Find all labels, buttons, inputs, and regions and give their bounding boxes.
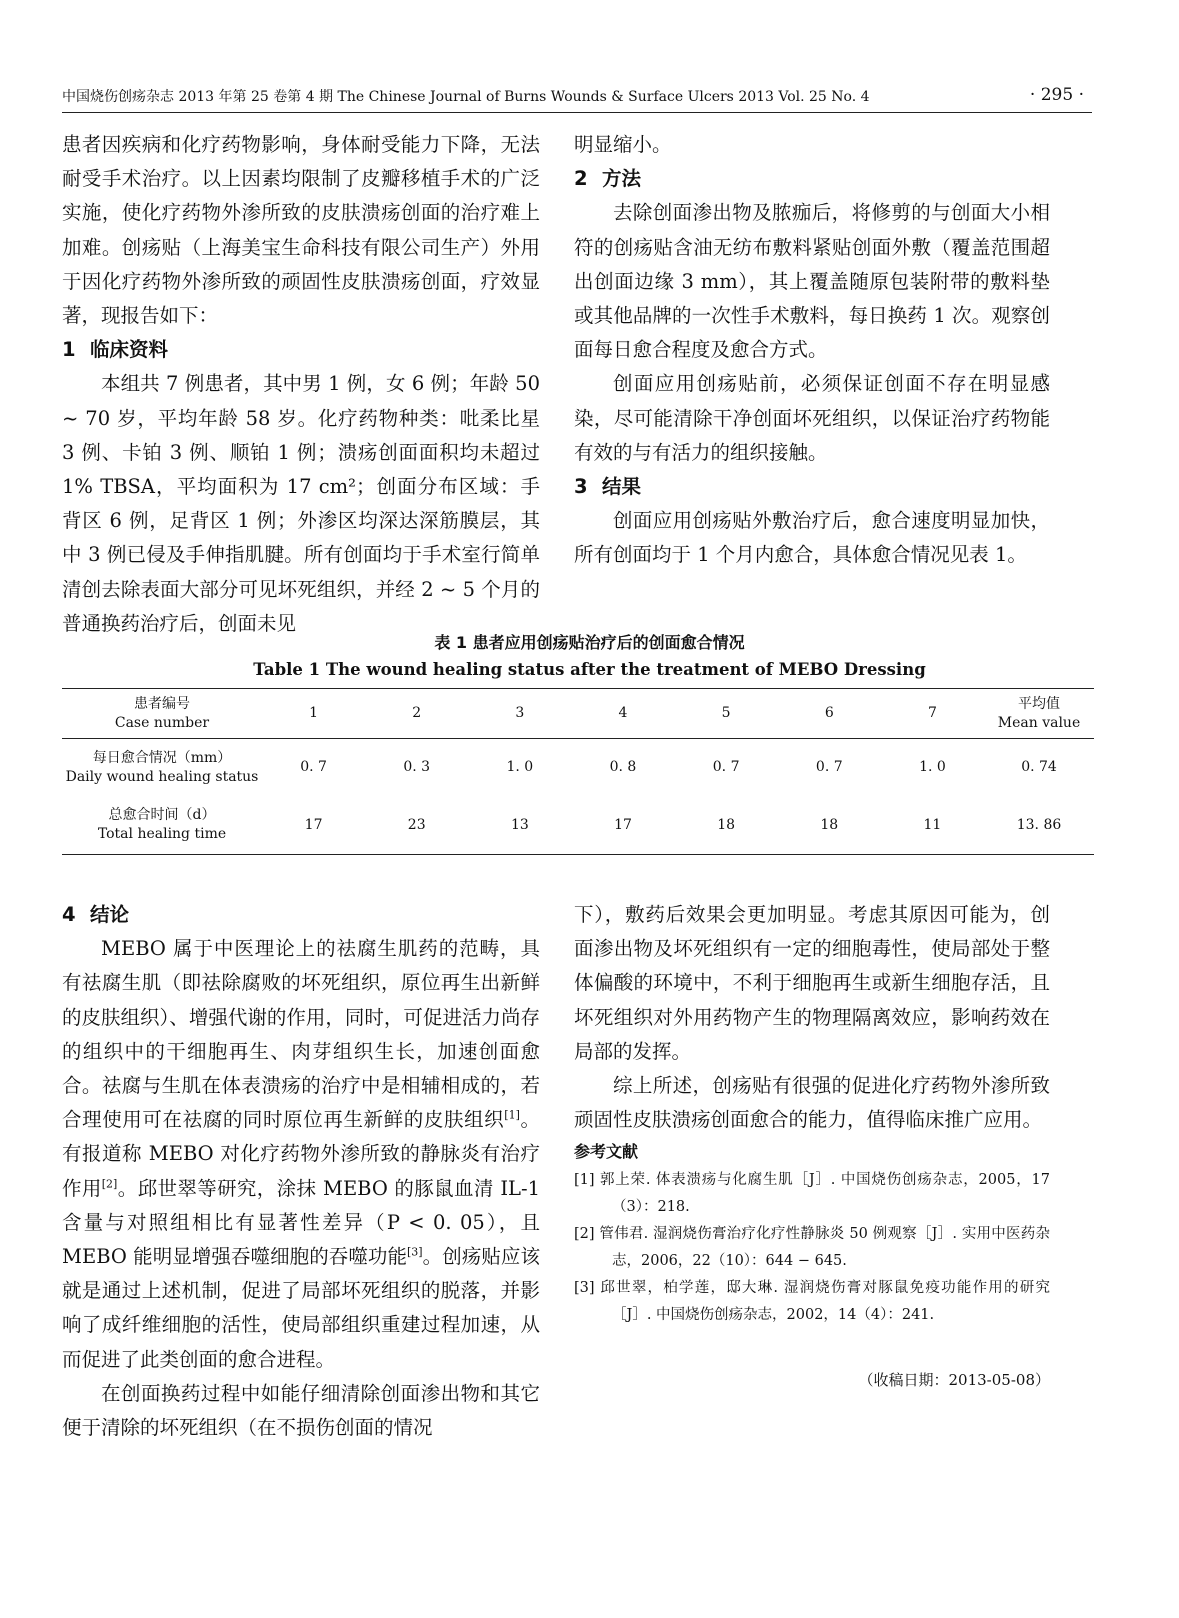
results-paragraph: 创面应用创疡贴外敷治疗后，愈合速度明显加快，所有创面均于 1 个月内愈合，具体愈合情况见表 1。 bbox=[574, 509, 1050, 567]
case-header: 2 bbox=[365, 689, 468, 739]
section-4-heading bbox=[62, 898, 540, 932]
reference-item: [1] 郭上荣. 体表溃疡与化腐生肌［J］. 中国烧伤创疡杂志，2005，17（3）：218. bbox=[574, 1172, 1050, 1216]
table-caption-zh: 表 1 患者应用创疡贴治疗后的创面愈合情况 bbox=[434, 633, 745, 652]
row-label bbox=[62, 797, 262, 855]
summary-paragraph: 综上所述，创疡贴有很强的促进化疗药物外渗所致顽固性皮肤溃疡创面愈合的能力，值得临床推广应用。 bbox=[574, 1074, 1050, 1132]
intro-paragraph: 患者因疾病和化疗药物影响，身体耐受能力下降，无法耐受手术治疗。以上因素均限制了皮瓣移植手术的广泛实施，使化疗药物外渗所致的皮肤溃疡创面的治疗难上加难。创疡贴（上海美宝生命科技有限公司生产）外用于因化疗药物外渗所致的顽固性皮肤溃疡创面，疗效显著，现报告如下： bbox=[62, 133, 540, 328]
header-label bbox=[62, 689, 262, 739]
row-label-zh: 每日愈合情况（mm） bbox=[92, 749, 232, 766]
running-header bbox=[62, 84, 1092, 113]
table-cell: 0. 8 bbox=[609, 759, 637, 776]
left-column-bottom bbox=[62, 898, 540, 1445]
journal-header: 中国烧伤创疡杂志 2013 年第 25 卷第 4 期 The Chinese Journal of Burns Wounds & Surface Ulcers 2013 Vol. 25 No. 4 bbox=[62, 89, 870, 105]
section-number: 4 bbox=[62, 903, 76, 926]
section-title: 结论 bbox=[90, 903, 130, 926]
citation-3[interactable]: [3] bbox=[407, 1245, 423, 1259]
text-run: 。创疡贴应该就是通过上述机制，促进了局部坏死组织的脱落，并影响了成纤维细胞的活性，使局部组织重建过程加速，从而促进了此类创面的愈合进程。 bbox=[62, 1245, 540, 1371]
text-run: 。有报道称 MEBO 对化疗药物外渗所致的静脉炎有治疗作用 bbox=[62, 1108, 540, 1200]
right-column-top bbox=[574, 128, 1050, 573]
case-header: 4 bbox=[571, 689, 674, 739]
table-cell: 1. 0 bbox=[919, 759, 946, 776]
section-2-heading bbox=[574, 162, 1050, 196]
row-label bbox=[62, 739, 262, 797]
case-header: 7 bbox=[881, 689, 984, 739]
table-cell: 1. 0 bbox=[506, 759, 534, 776]
section-number: 2 bbox=[574, 167, 588, 191]
table-cell: 0. 7 bbox=[815, 759, 843, 776]
header-label-en: Case number bbox=[114, 714, 210, 731]
continued-text: 下），敷药后效果会更加明显。考虑其原因可能为，创面渗出物及坏死组织有一定的细胞毒性，使局部处于整体偏酸的环境中，不利于细胞再生或新生细胞存活，且坏死组织对外用药物产生的物理隔离效应，影响药效在局部的发挥。 bbox=[574, 903, 1050, 1063]
table-cell: 0. 7 bbox=[712, 759, 740, 776]
case-header: 3 bbox=[468, 689, 571, 739]
mean-header bbox=[984, 689, 1094, 739]
table-row bbox=[62, 739, 1094, 797]
case-header: 5 bbox=[675, 689, 778, 739]
method-paragraph-2: 创面应用创疡贴前，必须保证创面不存在明显感染，尽可能清除干净创面坏死组织，以保证治疗药物能有效的与有活力的组织接触。 bbox=[574, 372, 1050, 464]
row-label-en: Daily wound healing status bbox=[65, 768, 259, 785]
section-number: 1 bbox=[62, 338, 76, 362]
section-title: 结果 bbox=[602, 475, 642, 499]
mean-cell: 13. 86 bbox=[984, 797, 1094, 855]
received-date: （收稿日期：2013-05-08） bbox=[858, 1371, 1050, 1390]
row-label-zh: 总愈合时间（d） bbox=[108, 807, 216, 824]
text-run: 。邱世翠等研究，涂抹 MEBO 的豚鼠血清 IL-1 含量与对照组相比有显著性差异（P < 0. 05），且 MEBO 能明显增强吞噬细胞的吞噬功能 bbox=[62, 1176, 540, 1269]
citation-2[interactable]: [2] bbox=[101, 1177, 118, 1191]
reference-item: [2] 管伟君. 湿润烧伤膏治疗化疗性静脉炎 50 例观察［J］. 实用中医药杂志，2006，22（10）：644 − 645. bbox=[574, 1226, 1050, 1270]
section-title: 方法 bbox=[602, 167, 642, 191]
method-paragraph-1: 去除创面渗出物及脓痂后，将修剪的与创面大小相符的创疡贴含油无纺布敷料紧贴创面外敷（覆盖范围超出创面边缘 3 mm），其上覆盖随原包装附带的敷料垫或其他品牌的一次性手术敷料，每日换药 1 次。观察创面每日愈合程度及愈合方式。 bbox=[574, 201, 1050, 362]
section-title: 临床资料 bbox=[90, 338, 169, 362]
case-header: 1 bbox=[262, 689, 365, 739]
conclusion-paragraph-1 bbox=[62, 932, 540, 1377]
left-column-top bbox=[62, 128, 540, 641]
table-cell: 0. 7 bbox=[300, 759, 327, 776]
continued-text: 明显缩小。 bbox=[574, 133, 672, 156]
table-cell: 13 bbox=[468, 797, 571, 855]
table-cell: 17 bbox=[571, 797, 674, 855]
section-3-heading bbox=[574, 470, 1050, 504]
references-title: 参考文献 bbox=[574, 1142, 639, 1162]
reference-item: [3] 邱世翠，柏学莲，邸大琳. 湿润烧伤膏对豚鼠免疫功能作用的研究［J］. 中国烧伤创疡杂志，2002，14（4）：241. bbox=[574, 1280, 1050, 1324]
table-cell: 23 bbox=[365, 797, 468, 855]
section-number: 3 bbox=[574, 475, 588, 499]
mean-header-en: Mean value bbox=[997, 714, 1081, 731]
clinical-data-paragraph: 本组共 7 例患者，其中男 1 例，女 6 例；年龄 50 ~ 70 岁，平均年龄 58 岁。化疗药物种类：吡柔比星 3 例、卡铂 3 例、顺铂 1 例；溃疡创面面积均未超过 1% TBSA，平均面积为 17 cm²；创面分布区域：手背区 6 例，足背区 1 例；外渗区均深达深筋膜层，其中 3 例已侵及手伸指肌腱。所有创面均于手术室行简单清创去除表面大部分可见坏死组织，并经 2 ~ 5 个月的普通换药治疗后，创面未见 bbox=[62, 372, 540, 635]
header-label-zh: 患者编号 bbox=[134, 695, 190, 712]
table-cell: 17 bbox=[262, 797, 365, 855]
case-header: 6 bbox=[778, 689, 881, 739]
table-cell: 0. 3 bbox=[403, 759, 431, 776]
row-label-en: Total healing time bbox=[97, 826, 227, 843]
table-header-row bbox=[62, 689, 1094, 739]
mean-cell: 0. 74 bbox=[1021, 759, 1057, 776]
table-row bbox=[62, 797, 1094, 855]
right-column-bottom bbox=[574, 898, 1050, 1395]
healing-table bbox=[62, 688, 1094, 855]
mean-header-zh: 平均值 bbox=[1018, 695, 1060, 712]
table-caption-en: Table 1 The wound healing status after the treatment of MEBO Dressing bbox=[253, 660, 926, 679]
text-run: MEBO 属于中医理论上的祛腐生肌药的范畴，具有祛腐生肌（即祛除腐败的坏死组织，原位再生出新鲜的皮肤组织）、增强代谢的作用，同时，可促进活力尚存的组织中的干细胞再生、肉芽组织生长，加速创面愈合。祛腐与生肌在体表溃疡的治疗中是相辅相成的，若合理使用可在祛腐的同时原位再生新鲜的皮肤组织 bbox=[62, 937, 540, 1132]
section-1-heading bbox=[62, 333, 540, 367]
table-cell: 18 bbox=[778, 797, 881, 855]
table-cell: 18 bbox=[675, 797, 778, 855]
table-cell: 11 bbox=[881, 797, 984, 855]
citation-1[interactable]: [1] bbox=[504, 1108, 520, 1122]
page-number: · 295 · bbox=[1029, 85, 1084, 105]
conclusion-paragraph-2: 在创面换药过程中如能仔细清除创面渗出物和其它便于清除的坏死组织（在不损伤创面的情况 bbox=[62, 1381, 540, 1440]
